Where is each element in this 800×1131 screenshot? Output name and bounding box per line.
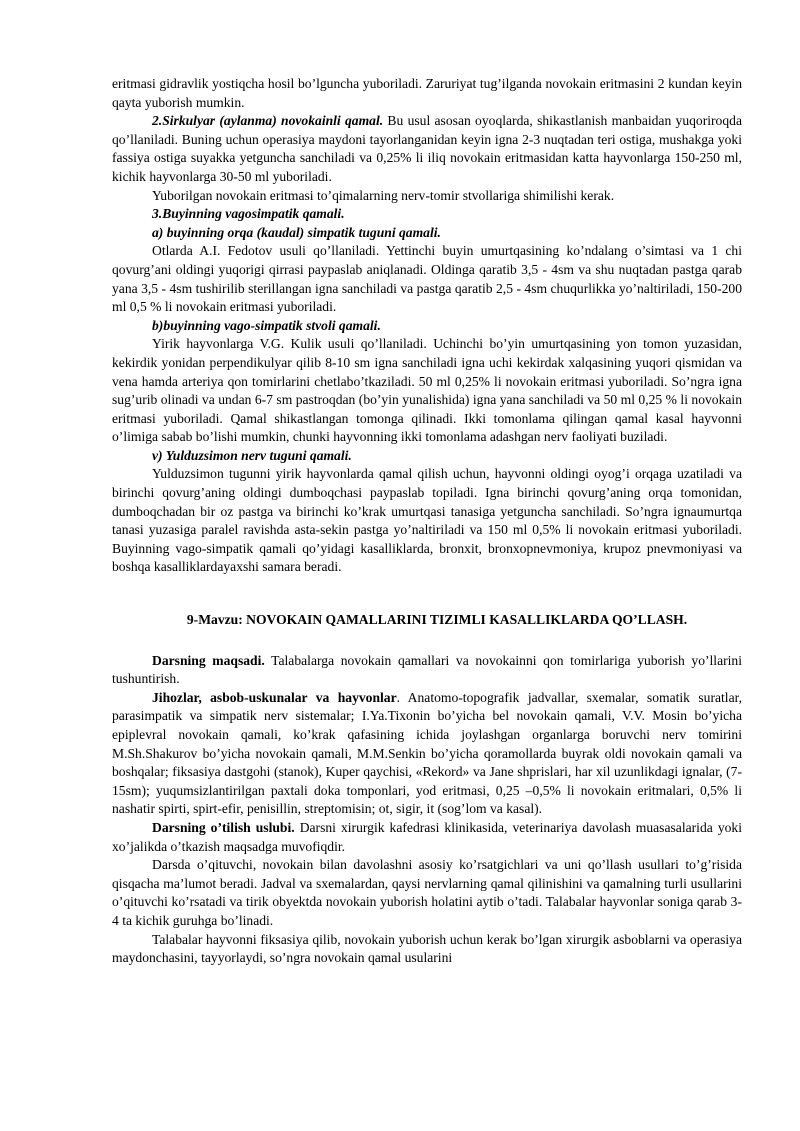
subsection-heading: a) buyinning orqa (kaudal) simpatik tuguni qamali. — [152, 224, 441, 240]
paragraph: Otlarda A.I. Fedotov usuli qo’llaniladi. Yettinchi buyin umurtqasining ko’ndalang o’simtasi va 1 chi qovurg’ani oldingi yuqorigi qirrasi paypaslab aniqlanadi. Oldinga qaratib 3,5 - 4sm va shu nuqtadan pastga qarab yana 3,5 - 4sm tushirilib sterillangan igna sanchiladi va pastga qaratib 2,5 - 4sm chuqurlikka yo’naltiriladi, 150-200 ml 0,5 % li novokain eritmasi yuboriladi. — [112, 243, 742, 315]
paragraph: Darsda o’qituvchi, novokain bilan davolashni asosiy ko’rsatgichlari va uni qo’llash usullari to’g’risida qisqacha ma’lumot beradi. Jadval va sxemalardan, qaysi nervlarning qamal qilinishini va qamalning turli usullarini o’qituvchi ko’rsatadi va tirik obyektda novokain yuborish holatini aytib o’tadi. Talabalar hayvonlar soniga qarab 3-4 ta kichik guruhga bo’linadi. — [112, 857, 742, 928]
paragraph-text: . Anatomo-topografik jadvallar, sxemalar, somatik suratlar, parasimpatik va simpatik nerv sistemalar; I.Ya.Tixonin bo’yicha bel novokain qamali, V.V. Mosin bo’yicha epiplevral novokain qamali, ko’krak qafasining ichida joylashgan organlarga boruvchi nerv tomirini M.Sh.Shakurov bo’yicha novokain qamali, M.M.Senkin bo’yicha qoramollarda buyrak oldi novokain qamali va boshqalar; fiksasiya dastgohi (stanok), Kuper qaychisi, «Rekord» va Jane shprislari, har xil uzunlikdagi ignalar, (7-15sm); yuqumsizlantirilgan paxtali doka tomponlari, yod eritmasi, 0,25 –0,5% li novokain eritmalari, 0,5% li nashatir spirti, spirt-efir, penisillin, streptomisin; ot, sigir, it (sog’lom va kasal). — [112, 689, 742, 817]
paragraph: Yulduzsimon tugunni yirik hayvonlarda qamal qilish uchun, hayvonni oldingi oyog’i orqaga uzatiladi va birinchi qovurg’aning oldingi dumboqchasi paypaslab topiladi. Igna birinchi qovurg’aning orqa tomonidan, dumboqchadan bir oz pastga va birinchi ko’krak umurtqasi tanasiga yetguncha sanchiladi. So’ngra ignaumurtqa tanasi yuzasiga paralel ravishda asta-sekin pastga yo’naltiriladi va 150 ml 0,5% li novokain eritmasi yuboriladi. Buyinning vago-simpatik qamali qo’yidagi kasalliklarda, bronxit, bronxopnevmoniya, krupoz pnevmoniyasi va boshqa kasalliklardayaxshi samara beradi. — [112, 466, 742, 575]
subsection-heading: 3.Buyinning vagosimpatik qamali. — [152, 206, 345, 222]
paragraph — [112, 652, 742, 689]
paragraph-lead: Darsning o’tilish uslubi. — [152, 819, 295, 835]
paragraph — [112, 819, 742, 856]
paragraph — [112, 112, 742, 186]
paragraph — [112, 689, 742, 819]
section-title: 9-Mavzu: NOVOKAIN QAMALLARINI TIZIMLI KASALLIKLARDA QO’LLASH. — [186, 612, 688, 628]
paragraph: Yirik hayvonlarga V.G. Kulik usuli qo’llaniladi. Uchinchi bo’yin umurtqasining yon tomon yuzasidan, kekirdik yonidan perpendikulyar qilib 8-10 sm igna sanchiladi igna uchi kekirdak xalqasining yuqori qismidan va vena hamda arteriya qon tomirlarini chetlabo’tkaziladi. 50 ml 0,25% li novokain eritmasi yuboriladi. So’ngra igna sug’urib olinadi va undan 6-7 sm pastroqdan (bo’yin yunalishida) igna yana sanchiladi va 50 ml 0,25 % li novokain eritmasi yuboriladi. Qamal shikastlangan tomonga qilinadi. Ikki tomonlama qilingan qamal kasal hayvonni o’limiga sabab bo’lishi mumkin, chunki hayvonning ikki tomonlama adashgan nerv faoliyati buziladi. — [112, 336, 742, 445]
paragraph: Talabalar hayvonni fiksasiya qilib, novokain yuborish uchun kerak bo’lgan xirurgik asboblarni va operasiya maydonchasini, tayyorlaydi, so’ngra novokain qamal usularini — [112, 931, 742, 966]
paragraph-lead: Jihozlar, asbob-uskunalar va hayvonlar — [152, 689, 397, 705]
paragraph-text: Bu usul asosan oyoqlarda, shikastlanish manbaidan yuqoriroqda qo’llaniladi. Buning uchun operasiya maydoni tayorlanganidan keyin igna 2-3 nuqtadan teri ostiga, mushakga yoki fassiya ostiga suyakka yetguncha sanchiladi va 0,25% li iliq novokain eritmasidan katta hayvonlarga 150-250 ml, kichik hayvonlarga 30-50 ml yuboriladi. — [112, 113, 742, 184]
paragraph-text: Darsni xirurgik kafedrasi klinikasida, veterinariya davolash muasasalarida yoki xo’jalikda o’tkazish maqsadga muvofiqdir. — [112, 819, 742, 854]
paragraph-lead: Darsning maqsadi. — [152, 652, 265, 668]
paragraph: Yuborilgan novokain eritmasi to’qimalarning nerv-tomir stvollariga shimilishi kerak. — [152, 187, 615, 203]
document-page — [112, 75, 742, 968]
subsection-heading: v) Yulduzsimon nerv tuguni qamali. — [152, 447, 352, 463]
paragraph-text: Talabalarga novokain qamallari va novokainni qon tomirlariga yuborish yo’llarini tushuntirish. — [112, 652, 742, 687]
paragraph-lead: 2.Sirkulyar (aylanma) novokainli qamal. — [152, 113, 384, 129]
subsection-heading: b)buyinning vago-simpatik stvoli qamali. — [152, 317, 381, 333]
paragraph: eritmasi gidravlik yostiqcha hosil bo’lguncha yuboriladi. Zaruriyat tug’ilganda novokain eritmasini 2 kundan keyin qayta yuborish mumkin. — [112, 76, 742, 110]
